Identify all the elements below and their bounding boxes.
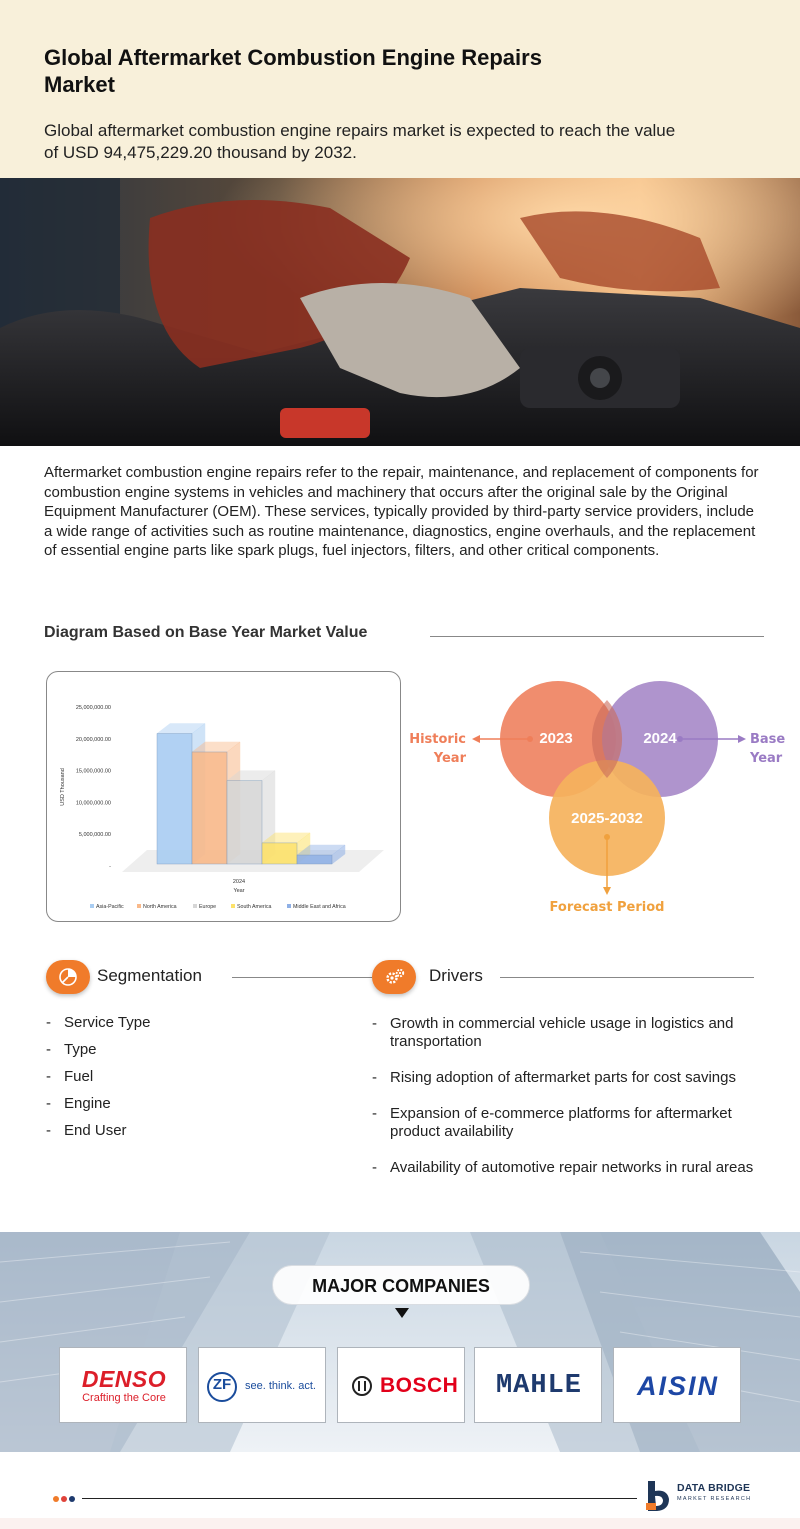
base-label-line2: Year [750, 751, 783, 766]
x-axis-label: Year [233, 888, 245, 894]
bar-chart-card [46, 671, 401, 922]
base-label-line1: Base [750, 732, 786, 747]
aisin-logo [613, 1347, 741, 1423]
driver-item: - Availability of automotive repair networks in rural areas [372, 1159, 754, 1177]
segmentation-item: - End User [46, 1121, 346, 1148]
y-tick-label: 15,000,000.00 [75, 768, 111, 775]
hero-image [0, 178, 800, 446]
driver-item: - Expansion of e-commerce platforms for aftermarket product availability [372, 1105, 754, 1141]
bar [227, 781, 262, 864]
legend-label: North America [143, 904, 177, 910]
bar-chart [47, 672, 402, 923]
y-tick-label: 25,000,000.00 [75, 705, 111, 711]
bottom-band [0, 1518, 800, 1529]
zf-tagline: see. think. act. [245, 1380, 316, 1392]
denso-tagline: Crafting the Core [82, 1392, 166, 1404]
legend-swatch [90, 904, 94, 908]
diagram-heading: Diagram Based on Base Year Market Value [44, 624, 373, 642]
base-year-value: 2024 [643, 730, 677, 747]
drivers-title: Drivers [429, 966, 483, 985]
venn-diagram [410, 675, 790, 925]
zf-mark: ZF [212, 1376, 232, 1393]
y-tick-label: 10,000,000.00 [75, 800, 111, 807]
forecast-period-value: 2025-2032 [571, 810, 643, 827]
gears-icon [372, 960, 416, 994]
legend-label: South America [237, 904, 272, 910]
bosch-logo [337, 1347, 465, 1423]
drivers-rule [500, 977, 754, 978]
bosch-name: BOSCH [380, 1374, 459, 1397]
legend-swatch [287, 904, 291, 908]
mahle-logo [474, 1347, 602, 1423]
footer-rule [82, 1498, 637, 1499]
legend-label: Middle East and Africa [293, 904, 346, 910]
segmentation-title: Segmentation [97, 966, 202, 985]
down-arrow-icon [395, 1308, 409, 1318]
brand-subtitle: MARKET RESEARCH [677, 1496, 752, 1502]
y-axis-label: USD Thousand [60, 768, 66, 806]
heading-rule [430, 636, 764, 637]
legend-swatch [137, 904, 141, 908]
y-tick-label: - [109, 864, 111, 870]
historic-year-value: 2023 [539, 730, 573, 747]
dot-orange [53, 1496, 59, 1502]
pie-chart-icon [46, 960, 90, 994]
page-subtitle: Global aftermarket combustion engine repairs market is expected to reach the value of USD 94,475,229.20 thousand by 2032. [44, 121, 676, 162]
brand-name: DATA BRIDGE [677, 1482, 751, 1494]
legend-swatch [231, 904, 235, 908]
historic-label-line2: Year [433, 751, 466, 766]
historic-label-line1: Historic [410, 732, 466, 747]
data-bridge-logo [643, 1479, 763, 1513]
segmentation-item: - Engine [46, 1094, 346, 1121]
legend-label: Europe [199, 904, 217, 910]
denso-name: DENSO [81, 1366, 167, 1392]
forecast-label: Forecast Period [549, 900, 665, 915]
bosch-armature-icon [352, 1376, 372, 1396]
segmentation-list [46, 1013, 346, 1148]
page-title: Global Aftermarket Combustion Engine Repairs Market [44, 45, 542, 97]
denso-logo [59, 1347, 187, 1423]
segmentation-item: - Service Type [46, 1013, 346, 1040]
y-tick-label: 20,000,000.00 [75, 736, 111, 743]
dot-navy [69, 1496, 75, 1502]
bar [297, 855, 332, 864]
mechanic-engine-illustration [0, 178, 800, 446]
market-description: Aftermarket combustion engine repairs refer to the repair, maintenance, and replacement of components for combustion engine systems in vehicles and machinery that occurs after the original sale by the Original Equipment Manufacturer (OEM). These services, typically provided by third-party service providers, include a wide range of activities such as routine maintenance, diagnostics, engine overhauls, and the replacement of essential engine parts like spark plugs, fuel injectors, filters, and other critical components. [44, 464, 759, 560]
data-bridge-mark-icon [643, 1479, 675, 1513]
venn-svg [410, 675, 790, 925]
mahle-name: MAHLE [495, 1371, 582, 1401]
drivers-list [372, 1015, 754, 1195]
y-tick-label: 5,000,000.00 [78, 832, 111, 839]
zf-logo [198, 1347, 326, 1423]
legend-swatch [193, 904, 197, 908]
bar [157, 734, 192, 864]
major-companies-title: MAJOR COMPANIES [272, 1265, 530, 1305]
x-tick-label: 2024 [232, 879, 246, 885]
legend-label: Asia-Pacific [96, 904, 124, 910]
segmentation-item: - Type [46, 1040, 346, 1067]
bar [192, 752, 227, 864]
driver-item: - Rising adoption of aftermarket parts for cost savings [372, 1069, 754, 1087]
bar [262, 843, 297, 864]
segmentation-rule [232, 977, 372, 978]
dot-red [61, 1496, 67, 1502]
header-band [0, 0, 800, 178]
driver-item: - Growth in commercial vehicle usage in logistics and transportation [372, 1015, 754, 1051]
segmentation-item: - Fuel [46, 1067, 346, 1094]
aisin-name: AISIN [636, 1371, 719, 1401]
